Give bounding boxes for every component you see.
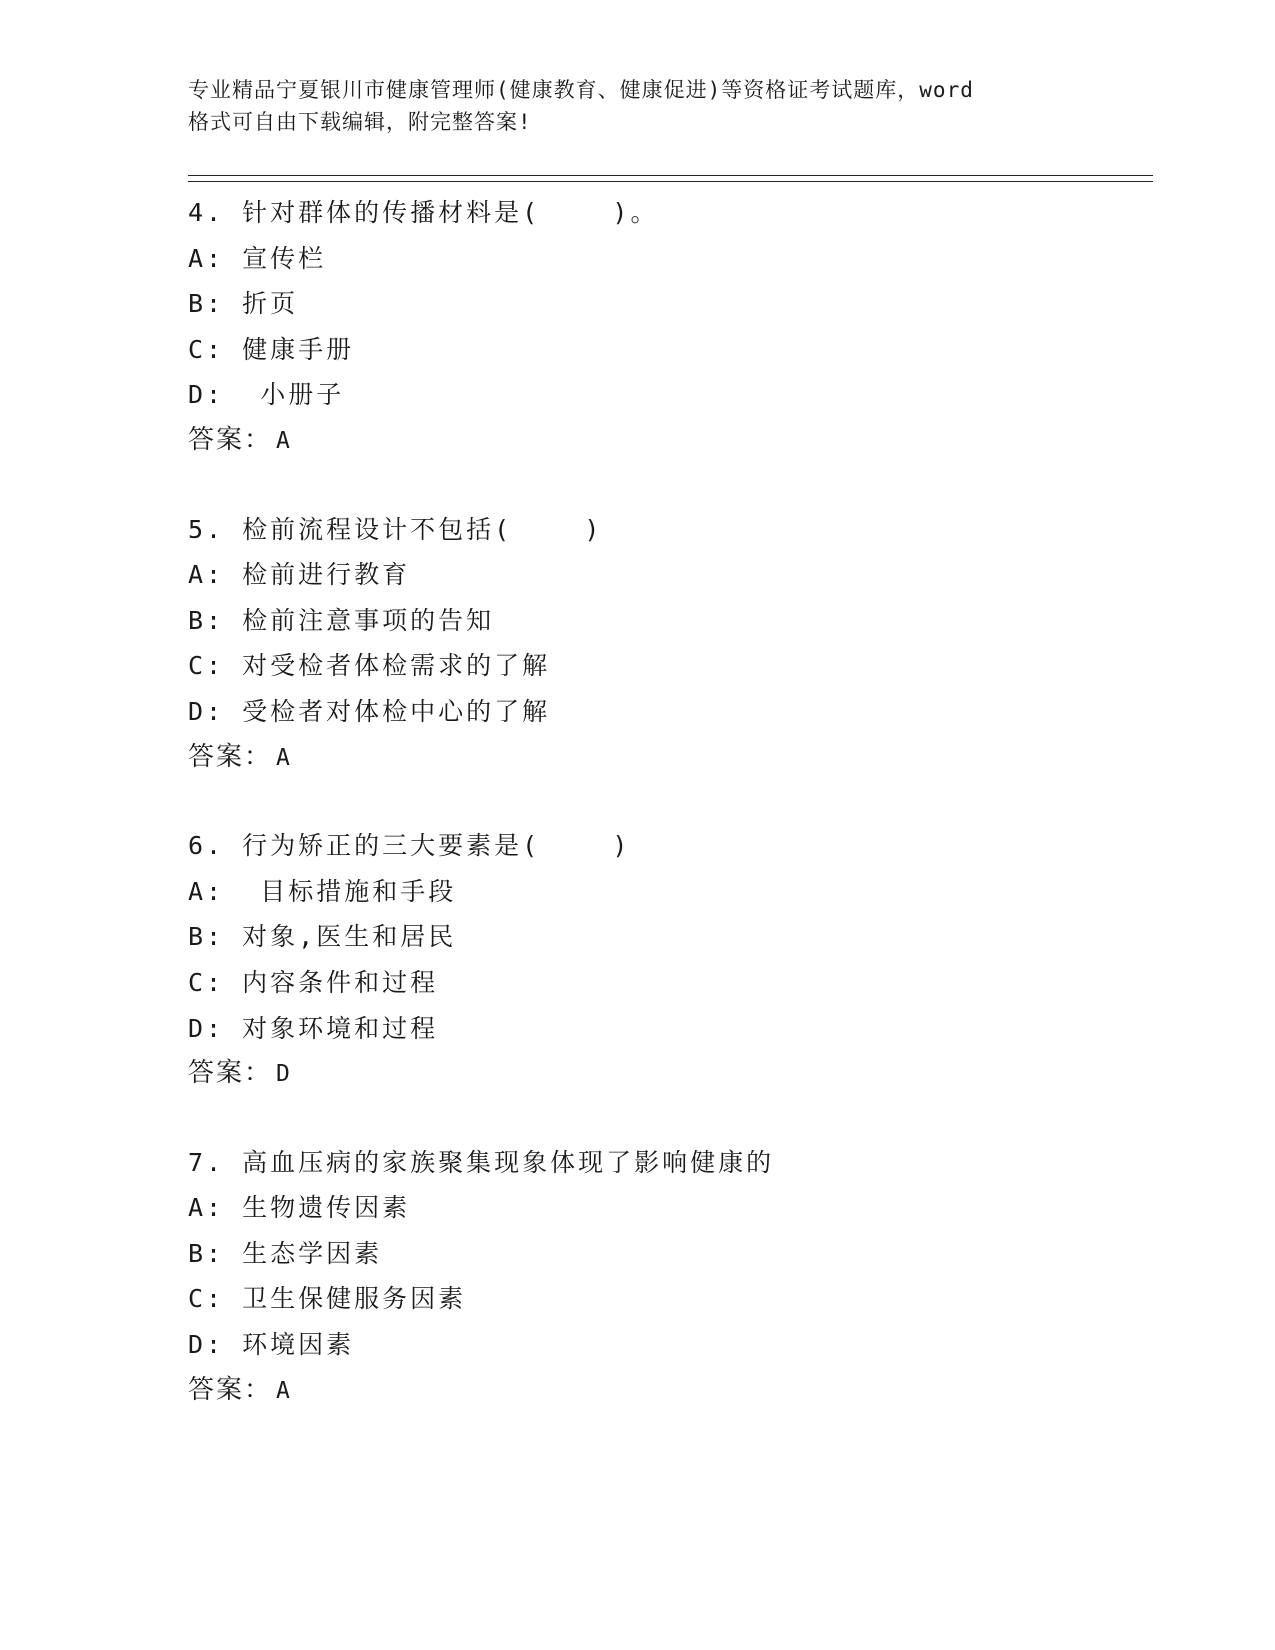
answer-value: A <box>276 744 292 771</box>
answer-label: 答案： <box>188 424 273 455</box>
option-c: C: 对受检者体检需求的了解 <box>188 651 551 681</box>
option-d: D: 对象环境和过程 <box>188 1013 439 1043</box>
option-d: D: 受检者对体检中心的了解 <box>188 696 551 726</box>
header-line-1: 专业精品宁夏银川市健康管理师(健康教育、健康促进)等资格证考试题库，word <box>188 78 974 102</box>
header-divider-bottom <box>188 181 1153 182</box>
option-c: C: 健康手册 <box>188 334 355 364</box>
option-b: B: 对象,医生和居民 <box>188 922 457 952</box>
question-6 <box>188 823 1148 1097</box>
option-c: C: 卫生保健服务因素 <box>188 1284 467 1314</box>
question-stem: 6. 行为矫正的三大要素是( ) <box>188 831 631 861</box>
answer-value: A <box>276 427 292 454</box>
header-divider-top <box>188 175 1153 176</box>
answer-label: 答案： <box>188 741 273 772</box>
answer-label: 答案： <box>188 1058 273 1089</box>
header-line-2: 格式可自由下载编辑，附完整答案! <box>188 110 532 134</box>
question-stem: 7. 高血压病的家族聚集现象体现了影响健康的 <box>188 1147 775 1177</box>
answer-label: 答案： <box>188 1374 273 1405</box>
option-a: A: 生物遗传因素 <box>188 1193 411 1223</box>
option-a: A: 目标措施和手段 <box>188 876 457 906</box>
answer-line <box>188 1051 1148 1097</box>
answer-line <box>188 735 1148 781</box>
answer-value: D <box>276 1061 292 1088</box>
question-7 <box>188 1140 1148 1414</box>
option-b: B: 生态学因素 <box>188 1238 383 1268</box>
question-list <box>188 190 1148 1456</box>
document-header <box>188 74 1088 138</box>
question-4 <box>188 190 1148 464</box>
question-stem: 4. 针对群体的传播材料是( )。 <box>188 198 659 227</box>
option-b: B: 检前注意事项的告知 <box>188 605 495 635</box>
option-a: A: 宣传栏 <box>188 243 327 273</box>
option-d: D: 小册子 <box>188 380 345 410</box>
answer-line <box>188 418 1148 464</box>
option-d: D: 环境因素 <box>188 1330 355 1360</box>
option-a: A: 检前进行教育 <box>188 560 411 590</box>
question-5 <box>188 507 1148 781</box>
answer-value: A <box>276 1377 292 1404</box>
option-b: B: 折页 <box>188 289 299 319</box>
question-stem: 5. 检前流程设计不包括( ) <box>188 514 603 544</box>
option-c: C: 内容条件和过程 <box>188 967 439 997</box>
answer-line <box>188 1368 1148 1414</box>
